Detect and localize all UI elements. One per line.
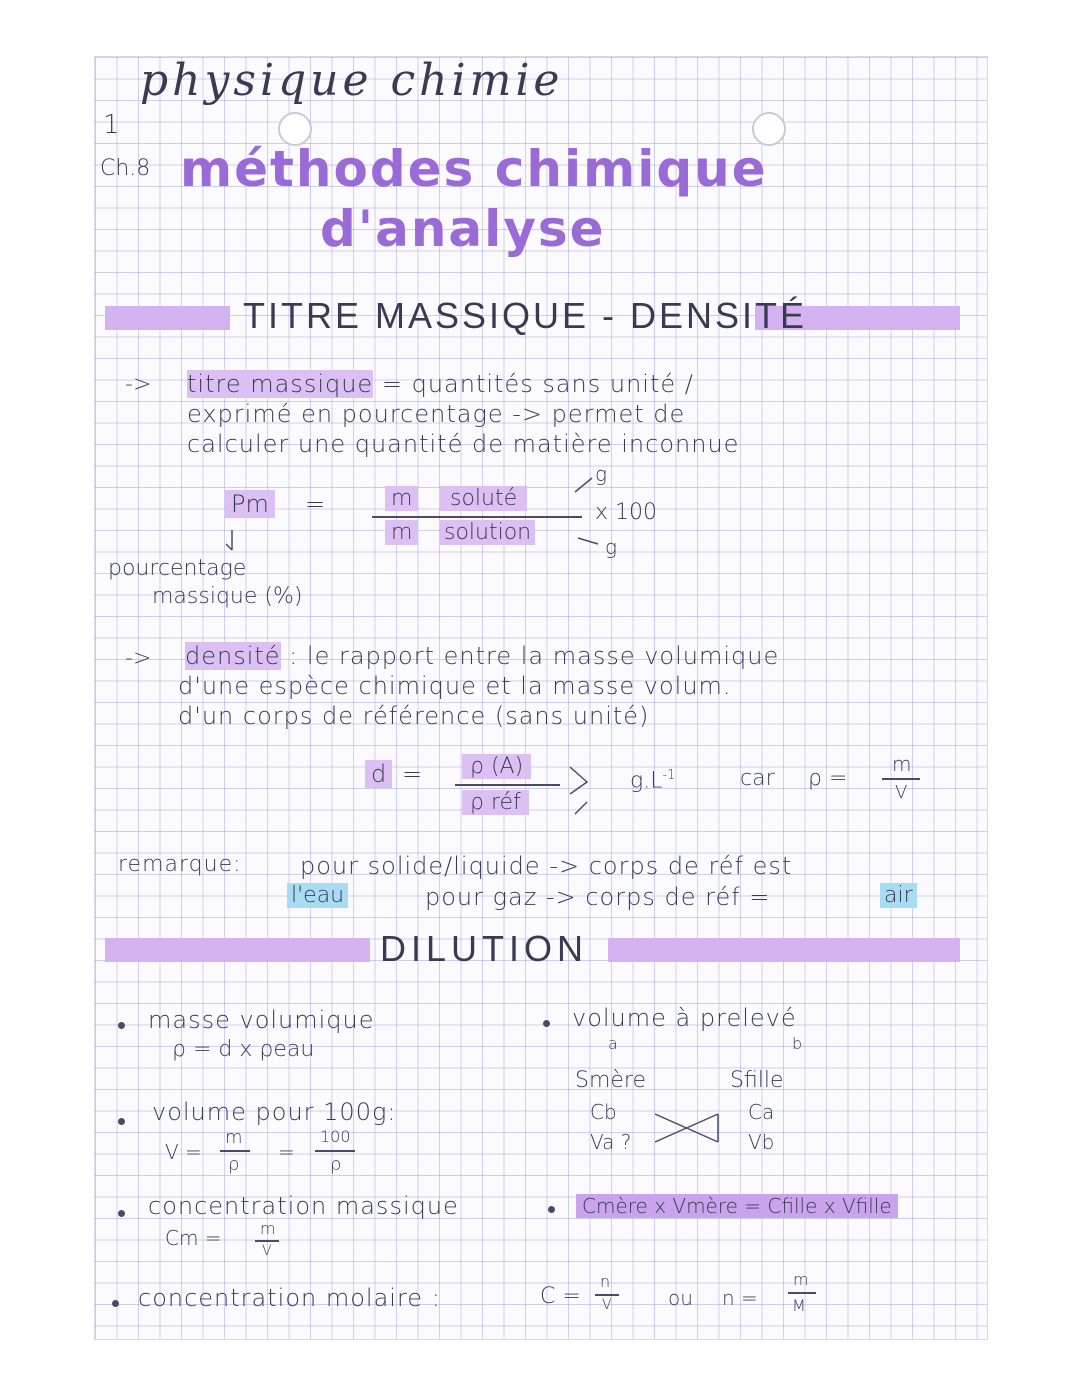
pm-note-line2: massique (%) — [152, 584, 303, 609]
bullet-volume — [118, 1118, 125, 1125]
fraction-line-volume2 — [315, 1150, 355, 1152]
conc-mass-num: m — [260, 1219, 276, 1238]
prelev-b: b — [792, 1034, 803, 1053]
page-number: 1 — [103, 110, 120, 140]
formula-pm-lhs: Pm — [225, 490, 275, 518]
conc-mol-lhs: C = — [540, 1284, 581, 1309]
fraction-line-d — [455, 784, 560, 786]
masse-vol-title: masse volumique — [148, 1006, 375, 1034]
page-title-line1: méthodes chimique — [180, 140, 768, 198]
conc-mass-lhs: Cm = — [165, 1226, 222, 1250]
formula-den-m: m — [385, 520, 418, 545]
volume-lhs: V = — [165, 1140, 202, 1164]
volume-num1: m — [225, 1127, 243, 1148]
volume-num2: 100 — [320, 1127, 351, 1146]
prelev-a: a — [608, 1034, 618, 1053]
conc-mol-n-den: M — [792, 1296, 806, 1315]
fraction-line-conc-mol — [595, 1294, 619, 1296]
sfille-label: Sfille — [730, 1068, 784, 1093]
dilution-formula: Cmère x Vmère = Cfille x Vfille — [576, 1194, 898, 1218]
pm-arrow-down — [222, 528, 242, 554]
fraction-line-volume1 — [220, 1150, 250, 1152]
formula-d-num: ρ (A) — [462, 754, 531, 779]
conc-mol-n-num: m — [793, 1270, 809, 1289]
titre-massique-line2: exprimé en pourcentage -> permet de — [187, 400, 686, 428]
d-car: car — [740, 766, 775, 791]
fraction-line-conc-mass — [255, 1240, 279, 1242]
bullet-prelev — [543, 1020, 550, 1027]
cross-arrows — [650, 1108, 725, 1148]
conc-mol-title: concentration molaire : — [138, 1284, 441, 1312]
conc-mol-ou: ou — [668, 1286, 693, 1310]
prelev-title: volume à prelevé — [572, 1004, 797, 1032]
unit-g-top: g — [595, 462, 608, 486]
titre-massique-line3: calculer une quantité de matière inconnue — [187, 430, 740, 458]
heading-bar-left — [105, 306, 230, 330]
ca-label: Ca — [748, 1100, 775, 1124]
rho-num: m — [892, 752, 912, 776]
section-heading-dilution: DILUTION — [380, 928, 589, 969]
d-unit: $g.L^{-1}$ — [630, 768, 676, 794]
chapter-label: Ch.8 — [100, 156, 151, 181]
conc-mol-n: n = — [722, 1286, 758, 1310]
volume-eq: = — [278, 1140, 295, 1164]
bullet-conc-mass — [118, 1210, 125, 1217]
rho-eq: ρ = — [808, 766, 848, 791]
dilution-bar-left — [105, 938, 370, 962]
curly-arrow — [565, 762, 595, 822]
fraction-line-pm — [372, 516, 582, 518]
vb-label: Vb — [748, 1130, 775, 1154]
conc-mass-title: concentration massique — [148, 1192, 459, 1220]
unit-g-bottom: g — [605, 535, 618, 559]
conc-mass-den: V — [262, 1243, 272, 1259]
formula-d-lhs: d — [365, 760, 392, 788]
bullet-dilution-formula — [548, 1206, 555, 1213]
formula-num-solute: soluté — [440, 486, 527, 511]
cb-label: Cb — [590, 1100, 617, 1124]
bullet-conc-mol — [112, 1300, 119, 1307]
page-title-line2: d'analyse — [320, 200, 606, 258]
fraction-line-n — [788, 1292, 816, 1294]
formula-den-solution: solution — [440, 520, 535, 545]
dilution-bar-right — [608, 938, 960, 962]
densite-line2: d'une espèce chimique et la masse volum. — [178, 672, 732, 700]
volume-title: volume pour 100g: — [152, 1098, 397, 1126]
formula-d-eq: = — [402, 760, 423, 788]
va-label: Va ? — [590, 1130, 632, 1154]
term-densite: densité — [185, 642, 281, 670]
conc-mol-num: n — [600, 1272, 611, 1291]
smere-label: Smère — [575, 1068, 647, 1093]
remarque-line2: pour gaz -> corps de réf = — [425, 883, 771, 911]
formula-pm-eq: = — [305, 490, 326, 518]
densite-line1: densité : le rapport entre la masse volumique — [185, 642, 780, 670]
term-titre-massique: titre massique — [187, 370, 374, 398]
arrow-marker: -> — [125, 372, 152, 397]
unit-arrows — [570, 470, 610, 560]
masse-vol-formula: ρ = d x ρeau — [172, 1037, 315, 1062]
conc-mol-den: V — [602, 1297, 612, 1313]
densite-line3: d'un corps de référence (sans unité) — [178, 702, 650, 730]
fraction-line-rho — [882, 778, 920, 780]
bullet-masse-vol — [118, 1022, 125, 1029]
remarque-label: remarque: — [118, 852, 242, 877]
titre-massique-line1: titre massique = quantités sans unité / — [187, 370, 694, 398]
rho-den: V — [895, 782, 908, 803]
remarque-eau: l'eau — [287, 883, 348, 908]
formula-times-100: x 100 — [595, 500, 658, 525]
remarque-line1: pour solide/liquide -> corps de réf est — [300, 852, 793, 880]
arrow-marker-densite: -> — [125, 646, 152, 671]
section-heading-titre-massique: TITRE MASSIQUE - DENSITÉ — [243, 295, 808, 336]
remarque-air: air — [880, 883, 917, 908]
formula-d-den: ρ réf — [462, 790, 529, 815]
volume-den1: ρ — [228, 1154, 240, 1175]
volume-den2: ρ — [330, 1154, 342, 1175]
pm-note-line1: pourcentage — [108, 556, 247, 581]
formula-num-m: m — [385, 486, 418, 511]
subject-title: physique chimie — [140, 55, 564, 106]
